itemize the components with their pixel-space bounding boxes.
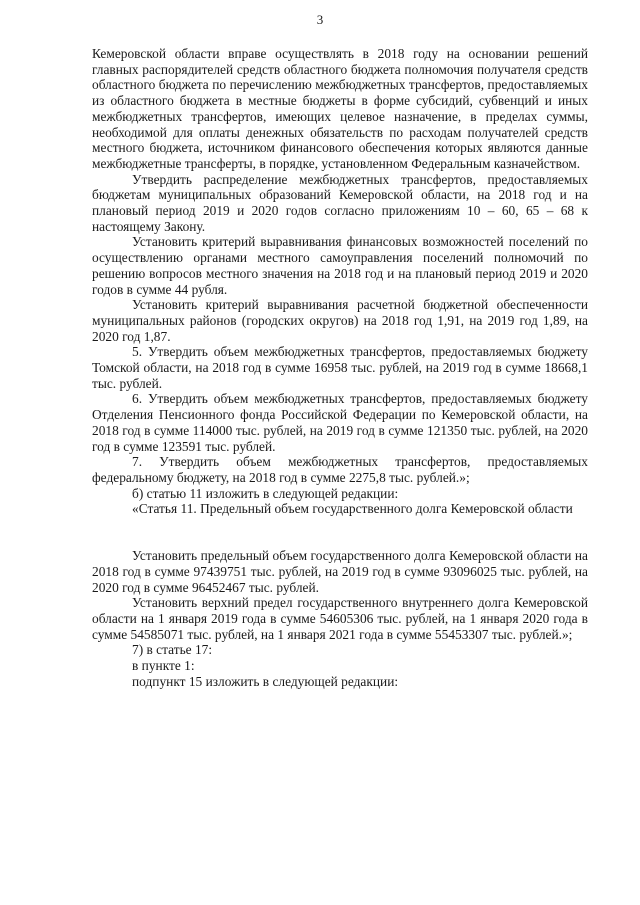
paragraph-treasury-powers: Кемеровской области вправе осуществлять в 2018 году на основании решений главных распорядителей средств областного бюджета полномочия получателя средств областного бюджета по перечислению межбюджетных трансфертов, предоставляемых из областного бюджета в местные бюджеты в форме субсидий, субвенций и иных межбюджетных трансфертов, имеющих целевое назначение, в пределах суммы, необходимой для оплаты денежных обязательств по расходам получателей средств местного бюджета, источником финансового обеспечения которых являются данные межбюджетные трансферты, в порядке, установленном Федеральным казначейством. xyxy=(92,46,588,171)
blank-space xyxy=(92,517,588,548)
paragraph-districts-criterion: Установить критерий выравнивания расчетной бюджетной обеспеченности муниципальных районов (городских округов) на 2018 год 1,91, на 2019 год 1,89, на 2020 год 1,87. xyxy=(92,297,588,344)
page-number: 3 xyxy=(316,12,324,27)
paragraph-item-6-pension-fund: 6. Утвердить объем межбюджетных трансфертов, предоставляемых бюджету Отделения Пенсионного фонда Российской Федерации по Кемеровской области, на 2018 год в сумме 114000 тыс. рублей, на 2019 год в сумме 121350 тыс. рублей, на 2020 год в сумме 123591 тыс. рублей. xyxy=(92,391,588,454)
paragraph-item-7-federal: 7. Утвердить объем межбюджетных трансфертов, предоставляемых федеральному бюджету, на 2018 год в сумме 2275,8 тыс. рублей.»; xyxy=(92,454,588,485)
paragraph-point-1: в пункте 1: xyxy=(132,658,195,674)
paragraph-item-5-tomsk: 5. Утвердить объем межбюджетных трансфертов, предоставляемых бюджету Томской области, на 2018 год в сумме 16958 тыс. рублей, на 2019 год в сумме 18668,1 тыс. рублей. xyxy=(92,344,588,391)
article-11-heading: «Статья 11. Предельный объем государственного долга Кемеровской области xyxy=(132,501,573,517)
paragraph-settlements-criterion: Установить критерий выравнивания финансовых возможностей поселений по осуществлению органами местного самоуправления поселений полномочий по решению вопросов местного значения на 2018 год и на плановый период 2019 и 2020 годов в сумме 44 рубля. xyxy=(92,234,588,297)
paragraph-debt-limit: Установить предельный объем государственного долга Кемеровской области на 2018 год в сумме 97439751 тыс. рублей, на 2019 год в сумме 93096025 тыс. рублей, на 2020 год в сумме 96452467 тыс. рублей. xyxy=(92,548,588,595)
paragraph-transfers-distribution: Утвердить распределение межбюджетных трансфертов, предоставляемых бюджетам муниципальных образований Кемеровской области, на 2018 год и на плановый период 2019 и 2020 годов согласно приложениям 10 – 60, 65 – 68 к настоящему Закону. xyxy=(92,171,588,234)
paragraph-article-17: 7) в статье 17: xyxy=(132,642,213,658)
document-body xyxy=(92,46,588,689)
paragraph-debt-upper-limit: Установить верхний предел государственного внутреннего долга Кемеровской области на 1 января 2019 года в сумме 54605306 тыс. рублей, на 1 января 2020 года в сумме 54585071 тыс. рублей, на 1 января 2021 года в сумме 55453307 тыс. рублей.»; xyxy=(92,595,588,642)
paragraph-article-11-intro: б) статью 11 изложить в следующей редакции: xyxy=(132,485,399,501)
paragraph-subpoint-15: подпункт 15 изложить в следующей редакции: xyxy=(132,673,399,689)
